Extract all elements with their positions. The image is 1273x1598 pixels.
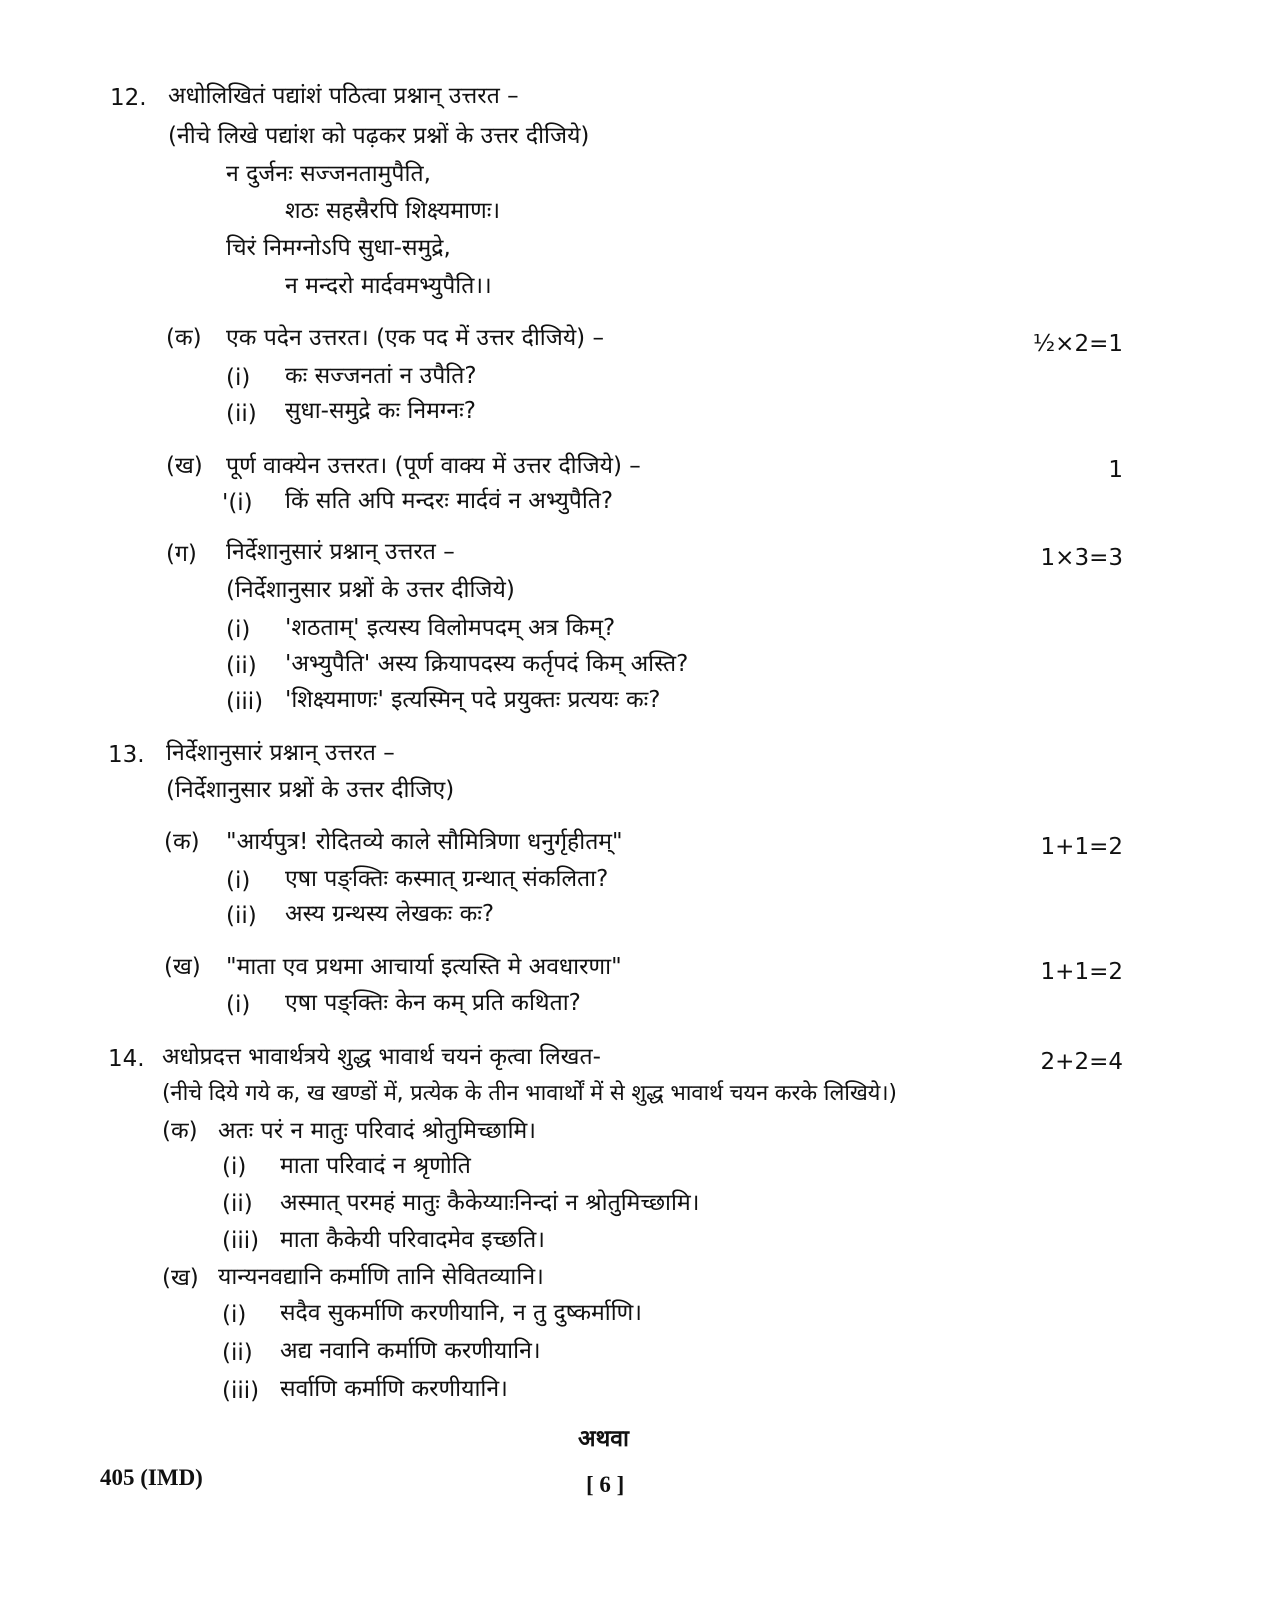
verse-line-2: शठः सहस्रैरपि शिक्ष्यमाणः। xyxy=(285,198,501,224)
q13-ka-i-num: (i) xyxy=(226,868,251,894)
q12-kha-i-num: '(i) xyxy=(222,490,253,516)
q13-kha-marks: 1+1=2 xyxy=(1040,959,1123,985)
q12-ka-ii-text: सुधा-समुद्रे कः निमग्नः? xyxy=(285,398,476,424)
q13-ka-text: "आर्यपुत्र! रोदितव्ये काले सौमित्रिणा धनुर्गृहीतम्" xyxy=(226,829,623,855)
q12-kha-label: (ख) xyxy=(166,453,203,479)
q13-title: निर्देशानुसारं प्रश्नान् उत्तरत – xyxy=(166,740,395,766)
q14-title: अधोप्रदत्त भावार्थत्रये शुद्ध भावार्थ चयनं कृत्वा लिखत- xyxy=(162,1044,601,1070)
q12-kha-text: पूर्ण वाक्येन उत्तरत। (पूर्ण वाक्य में उत्तर दीजिये) – xyxy=(226,453,641,479)
q14-kha-iii-text: सर्वाणि कर्माणि करणीयानि। xyxy=(280,1376,508,1402)
q12-title: अधोलिखितं पद्यांशं पठित्वा प्रश्नान् उत्तरत – xyxy=(168,83,519,109)
verse-line-4: न मन्दरो मार्दवमभ्युपैति।। xyxy=(285,273,492,299)
q13-kha-text: "माता एव प्रथमा आचार्या इत्यस्ति मे अवधारणा" xyxy=(226,954,622,980)
q12-ga-i-text: 'शठताम्' इत्यस्य विलोमपदम् अत्र किम्? xyxy=(285,615,616,641)
q12-number: 12. xyxy=(110,85,147,111)
q12-ga-hindi: (निर्देशानुसार प्रश्नों के उत्तर दीजिये) xyxy=(226,577,515,603)
q13-ka-ii-num: (ii) xyxy=(226,903,257,929)
q14-kha-ii-text: अद्य नवानि कर्माणि करणीयानि। xyxy=(280,1338,541,1364)
q12-kha-i-text: किं सति अपि मन्दरः मार्दवं न अभ्युपैति? xyxy=(285,488,614,514)
q14-number: 14. xyxy=(108,1046,145,1072)
verse-line-3: चिरं निमग्नोऽपि सुधा-समुद्रे, xyxy=(226,235,451,261)
q13-number: 13. xyxy=(108,742,145,768)
q14-ka-ii-text: अस्मात् परमहं मातुः कैकेय्याःनिन्दां न श्रोतुमिच्छामि। xyxy=(280,1190,700,1216)
q14-kha-text: यान्यनवद्यानि कर्माणि तानि सेवितव्यानि। xyxy=(218,1264,544,1290)
q12-ga-iii-text: 'शिक्ष्यमाणः' इत्यस्मिन् पदे प्रयुक्तः प्रत्ययः कः? xyxy=(285,687,661,713)
q13-kha-label: (ख) xyxy=(164,954,201,980)
q14-hindi: (नीचे दिये गये क, ख खण्डों में, प्रत्येक के तीन भावार्थों में से शुद्ध भावार्थ चयन करके लिखिये।) xyxy=(162,1081,897,1106)
q12-ka-label: (क) xyxy=(166,325,202,351)
q14-ka-iii-num: (iii) xyxy=(222,1228,260,1254)
q14-ka-ii-num: (ii) xyxy=(222,1191,253,1217)
q12-ga-ii-num: (ii) xyxy=(226,653,257,679)
q12-ka-i-text: कः सज्जनतां न उपैति? xyxy=(285,363,477,389)
q14-marks: 2+2=4 xyxy=(1040,1049,1123,1075)
q14-ka-i-text: माता परिवादं न श्रृणोति xyxy=(280,1153,471,1179)
q14-ka-text: अतः परं न मातुः परिवादं श्रोतुमिच्छामि। xyxy=(218,1118,537,1144)
q13-kha-i-num: (i) xyxy=(226,992,251,1018)
q14-kha-i-text: सदैव सुकर्माणि करणीयानि, न तु दुष्कर्माणि। xyxy=(280,1300,643,1326)
q14-kha-ii-num: (ii) xyxy=(222,1340,253,1366)
q12-ga-text: निर्देशानुसारं प्रश्नान् उत्तरत – xyxy=(226,539,455,565)
q14-kha-label: (ख) xyxy=(162,1265,199,1291)
q14-kha-i-num: (i) xyxy=(222,1302,247,1328)
q12-ka-text: एक पदेन उत्तरत। (एक पद में उत्तर दीजिये) – xyxy=(226,325,604,351)
q12-ka-ii-num: (ii) xyxy=(226,401,257,427)
q12-ga-iii-num: (iii) xyxy=(226,689,264,715)
q14-ka-i-num: (i) xyxy=(222,1154,247,1180)
q13-ka-ii-text: अस्य ग्रन्थस्य लेखकः कः? xyxy=(285,901,495,927)
q13-ka-marks: 1+1=2 xyxy=(1040,834,1123,860)
q12-ka-i-num: (i) xyxy=(226,365,251,391)
q13-kha-i-text: एषा पङ्क्तिः केन कम् प्रति कथिता? xyxy=(285,990,581,1016)
q14-ka-iii-text: माता कैकेयी परिवादमेव इच्छति। xyxy=(280,1227,545,1253)
verse-line-1: न दुर्जनः सज्जनतामुपैति, xyxy=(226,161,431,187)
q13-hindi: (निर्देशानुसार प्रश्नों के उत्तर दीजिए) xyxy=(166,777,455,803)
q12-ga-label: (ग) xyxy=(166,541,197,567)
q13-ka-label: (क) xyxy=(164,829,200,855)
q12-kha-marks: 1 xyxy=(1108,457,1123,483)
q12-ga-ii-text: 'अभ्युपैति' अस्य क्रियापदस्य कर्तृपदं किम् अस्ति? xyxy=(285,651,689,677)
q14-ka-label: (क) xyxy=(162,1118,198,1144)
paper-code: 405 (IMD) xyxy=(100,1465,203,1490)
q13-ka-i-text: एषा पङ्क्तिः कस्मात् ग्रन्थात् संकलिता? xyxy=(285,866,609,892)
q12-ga-i-num: (i) xyxy=(226,617,251,643)
q14-kha-iii-num: (iii) xyxy=(222,1378,260,1404)
page-number: [ 6 ] xyxy=(586,1472,625,1497)
q12-hindi: (नीचे लिखे पद्यांश को पढ़कर प्रश्नों के उत्तर दीजिये) xyxy=(168,123,590,149)
q12-ga-marks: 1×3=3 xyxy=(1040,545,1123,571)
athva-heading: अथवा xyxy=(578,1426,630,1452)
q12-ka-marks: ½×2=1 xyxy=(1032,331,1123,357)
